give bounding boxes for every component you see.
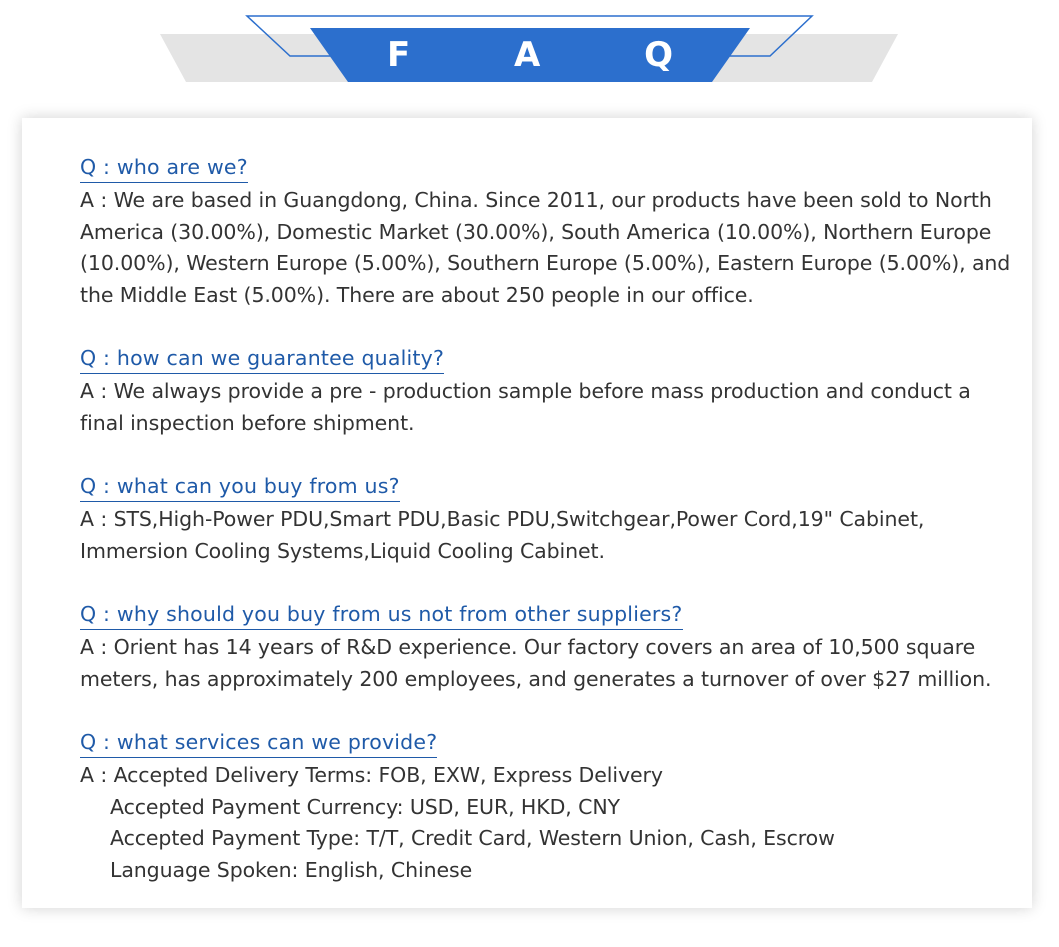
- faq-question: Q : how can we guarantee quality?: [80, 343, 444, 374]
- faq-answer-line: Language Spoken: English, Chinese: [110, 857, 473, 882]
- banner-title: F A Q: [386, 35, 720, 75]
- faq-question: Q : what can you buy from us?: [80, 471, 400, 502]
- faq-item: [80, 727, 1010, 886]
- faq-item: [80, 343, 1010, 439]
- faq-question: Q : what services can we provide?: [80, 727, 437, 758]
- faq-answer: [80, 760, 1010, 886]
- faq-answer: [80, 376, 1010, 439]
- faq-item: [80, 471, 1010, 567]
- faq-answer-line: (10.00%), Western Europe (5.00%), Southern Europe (5.00%), Eastern Europe (5.00%), and: [80, 251, 1011, 275]
- faq-answer-line: A : We are based in Guangdong, China. Since 2011, our products have been sold to North: [80, 188, 992, 212]
- faq-answer: [80, 185, 1010, 311]
- faq-question: Q : who are we?: [80, 152, 248, 183]
- faq-answer-line: final inspection before shipment.: [80, 410, 415, 435]
- faq-answer-line: A : STS,High-Power PDU,Smart PDU,Basic PDU,Switchgear,Power Cord,19" Cabinet,: [80, 507, 925, 531]
- faq-item: [80, 599, 1010, 695]
- faq-answer-line: A : Orient has 14 years of R&D experience. Our factory covers an area of 10,500 square: [80, 635, 976, 659]
- faq-question: Q : why should you buy from us not from other suppliers?: [80, 599, 683, 630]
- faq-answer: [80, 504, 1010, 567]
- faq-answer-line: Immersion Cooling Systems,Liquid Cooling Cabinet.: [80, 538, 605, 563]
- faq-banner: [0, 0, 1059, 110]
- faq-answer-line: the Middle East (5.00%). There are about 250 people in our office.: [80, 282, 754, 307]
- faq-answer-line: A : Accepted Delivery Terms: FOB, EXW, Express Delivery: [80, 763, 663, 787]
- faq-answer-line: meters, has approximately 200 employees, and generates a turnover of over $27 million.: [80, 666, 992, 691]
- faq-card: [22, 118, 1032, 908]
- faq-answer-line: Accepted Payment Type: T/T, Credit Card, Western Union, Cash, Escrow: [110, 826, 835, 850]
- faq-answer-line: Accepted Payment Currency: USD, EUR, HKD, CNY: [110, 794, 620, 819]
- faq-answer: [80, 632, 1010, 695]
- faq-list: [80, 152, 1010, 918]
- faq-answer-line: America (30.00%), Domestic Market (30.00%), South America (10.00%), Northern Europe: [80, 219, 992, 244]
- faq-answer-line: A : We always provide a pre - production sample before mass production and conduct a: [80, 379, 971, 403]
- faq-item: [80, 152, 1010, 311]
